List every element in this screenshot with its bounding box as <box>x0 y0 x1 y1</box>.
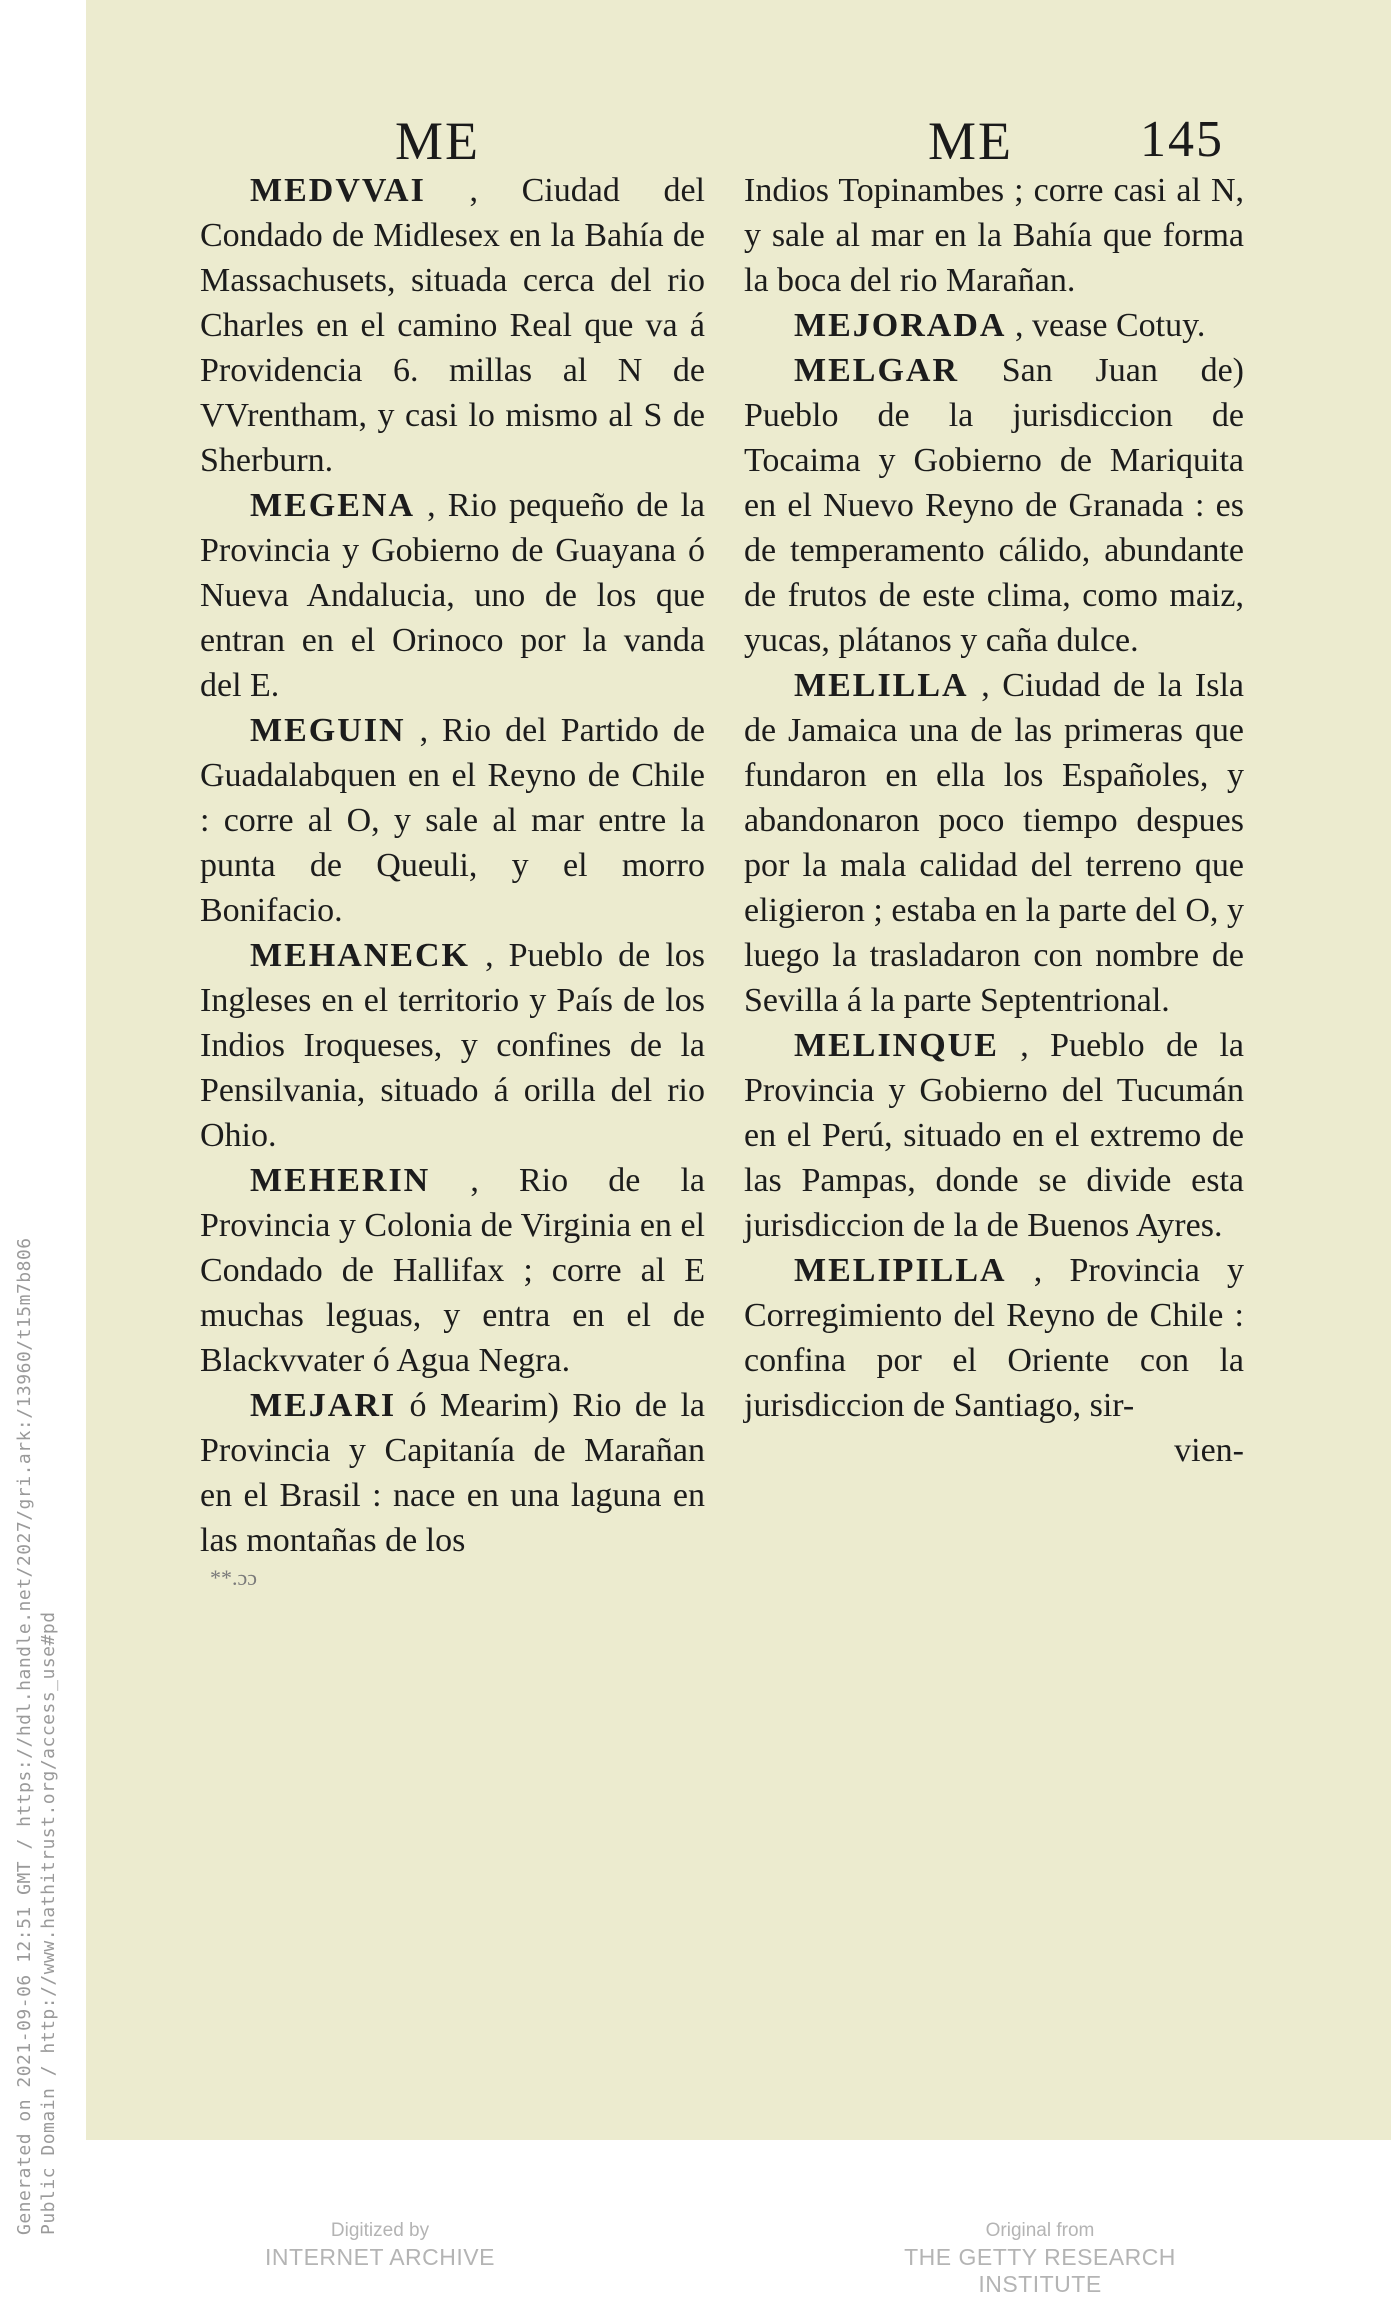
entry-headword: MEDVVAI <box>250 172 426 209</box>
generated-line: Generated on 2021-09-06 12:51 GMT / https://hdl.handle.net/2027/gri.ark:/13960/t15m7b806 <box>14 1237 35 2235</box>
entry-megena <box>200 483 705 708</box>
entry-meguin <box>200 708 705 933</box>
hathitrust-stamp <box>0 1150 90 2260</box>
entry-text: San Juan de) Pueblo de la jurisdiccion de Tocaima y Gobierno de Mariquita en el Nuevo Reyno de Granada : es de temperamento cálido, abundante de frutos de este clima, como maiz, yucas, plátanos y caña dulce. <box>744 352 1244 659</box>
entry-text: , Provincia y Corregimiento del Reyno de Chile : confina por el Oriente con la jurisdiccion de Santiago, sir- <box>744 1252 1244 1424</box>
left-column <box>200 168 705 1593</box>
running-header-right: ME <box>928 111 1013 171</box>
entry-headword: MEJORADA <box>794 307 1007 344</box>
entry-text: ó Mearim) Rio de la Provincia y Capitanía de Marañan en el Brasil : nace en una laguna en las montañas de los <box>200 1387 705 1559</box>
getty-label: THE GETTY RESEARCH INSTITUTE <box>904 2244 1176 2297</box>
internet-archive-label: INTERNET ARCHIVE <box>265 2244 495 2270</box>
catchword: vien- <box>1174 1432 1244 1469</box>
entry-melipilla <box>744 1248 1244 1428</box>
entry-text: , Ciudad de la Isla de Jamaica una de las primeras que fundaron en ella los Españoles, y abandonaron poco tiempo despues por la mala calidad del terreno que eligieron ; estaba en la parte del O, y luego la trasladaron con nombre de Sevilla á la parte Septentrional. <box>744 667 1244 1019</box>
entry-text: , Pueblo de los Ingleses en el territorio y País de los Indios Iroqueses, y confines de la Pensilvania, situado á orilla del rio Ohio. <box>200 937 706 1154</box>
entry-headword: MEGUIN <box>250 712 406 749</box>
footer-digitized <box>220 2220 540 2271</box>
digitized-by-label: Digitized by <box>330 2220 430 2241</box>
signature-mark: **.ɔɔ <box>210 1565 258 1590</box>
original-from-label: Original from <box>985 2220 1095 2241</box>
entry-mejari <box>200 1383 705 1563</box>
entry-continuation <box>744 168 1244 303</box>
entry-melilla <box>744 663 1244 1023</box>
entry-headword: MEHERIN <box>250 1162 431 1199</box>
entry-text: , Pueblo de la Provincia y Gobierno del Tucumán en el Perú, situado en el extremo de las Pampas, donde se divide esta jurisdiccion de la de Buenos Ayres. <box>744 1027 1244 1244</box>
running-header-left: ME <box>395 111 480 171</box>
entry-mehaneck <box>200 933 705 1158</box>
entry-headword: MEHANECK <box>250 937 470 974</box>
entry-headword: MEJARI <box>250 1387 397 1424</box>
entry-headword: MEGENA <box>250 487 415 524</box>
right-column <box>744 168 1244 1473</box>
rights-line: Public Domain / http://www.hathitrust.org/access_use#pd <box>38 1611 59 2235</box>
entry-text: , vease Cotuy. <box>1014 307 1206 344</box>
entry-text: , Rio de la Provincia y Colonia de Virginia en el Condado de Hallifax ; corre al E muchas leguas, y entra en el de Blackvvater ó Agua Negra. <box>200 1162 705 1379</box>
entry-melinque <box>744 1023 1244 1248</box>
entry-headword: MELIPILLA <box>794 1252 1007 1289</box>
entry-melgar <box>744 348 1244 663</box>
entry-text: , Ciudad del Condado de Midlesex en la Bahía de Massachusets, situada cerca del rio Charles en el camino Real que va á Providencia 6. millas al N de VVrentham, y casi lo mismo al S de Sherburn. <box>200 172 705 479</box>
footer-original <box>840 2220 1240 2298</box>
entry-text: Indios Topinambes ; corre casi al N, y sale al mar en la Bahía que forma la boca del rio Marañan. <box>744 172 1244 299</box>
entry-headword: MELILLA <box>794 667 969 704</box>
entry-mejorada <box>744 303 1244 348</box>
entry-medvvai <box>200 168 705 483</box>
entry-text: , Rio pequeño de la Provincia y Gobierno de Guayana ó Nueva Andalucia, uno de los que entran en el Orinoco por la vanda del E. <box>200 487 706 704</box>
entry-meherin <box>200 1158 705 1383</box>
entry-headword: MELINQUE <box>794 1027 999 1064</box>
page-number: 145 <box>1140 111 1224 168</box>
entry-text: , Rio del Partido de Guadalabquen en el Reyno de Chile : corre al O, y sale al mar entre la punta de Queuli, y el morro Bonifacio. <box>200 712 706 929</box>
entry-headword: MELGAR <box>794 352 959 389</box>
